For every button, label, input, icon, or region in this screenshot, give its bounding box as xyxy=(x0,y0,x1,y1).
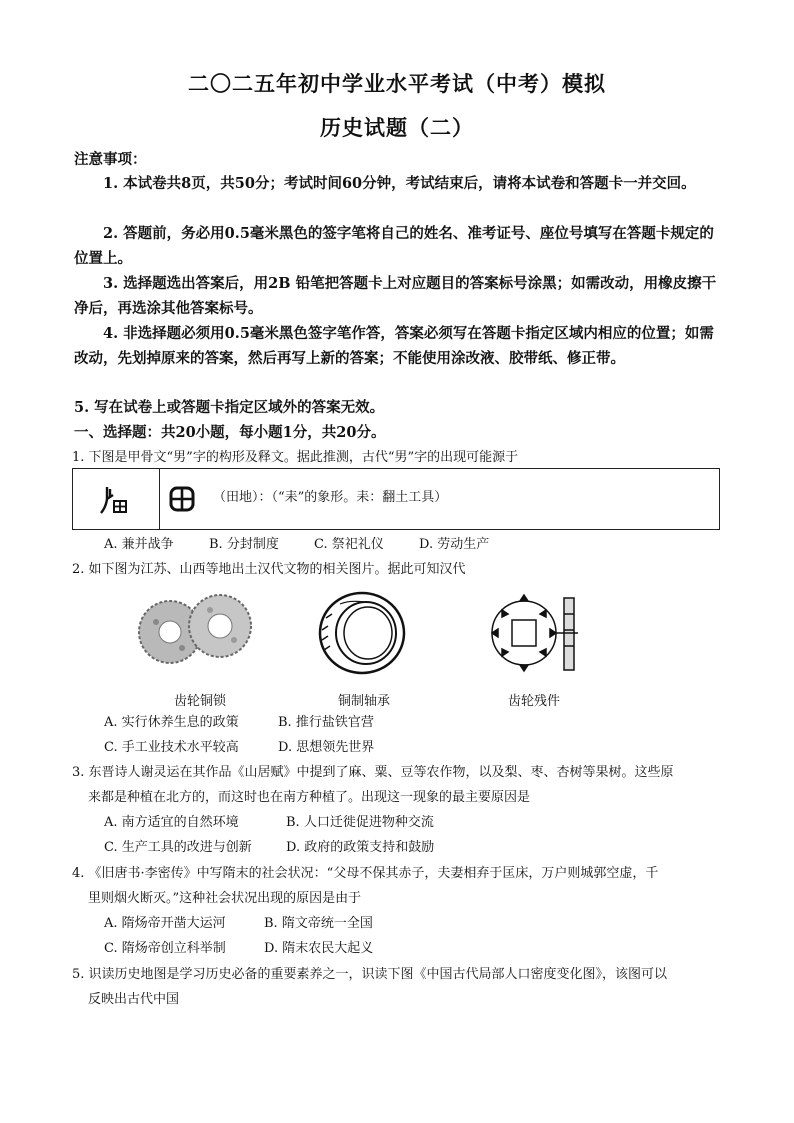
note-item-2: 2. 答题前，务必用0.5毫米黑色的签字笔将自己的姓名、准考证号、座位号填写在答题卡规定的位置上。 xyxy=(74,225,714,267)
question-2-option-d[interactable]: D. 思想领先世界 xyxy=(278,740,375,755)
question-5-stem-line-2: 反映出古代中国 xyxy=(88,992,180,1007)
question-2-stem: 2. 如下图为江苏、山西等地出土汉代文物的相关图片。据此可知汉代 xyxy=(72,562,466,577)
question-1-option-a[interactable]: A. 兼并战争 xyxy=(104,537,174,552)
question-2-option-a[interactable]: A. 实行休养生息的政策 xyxy=(104,715,239,730)
question-3-stem-line-2: 来都是种植在北方的，而这时也在南方种植了。出现这一现象的最主要原因是 xyxy=(88,790,531,805)
note-item-5: 5. 写在试卷上或答题卡指定区域外的答案无效。 xyxy=(74,399,385,416)
question-4-option-a[interactable]: A. 隋炀帝开凿大运河 xyxy=(104,916,226,931)
gear-lock-image xyxy=(134,592,256,668)
question-3-option-a[interactable]: A. 南方适宜的自然环境 xyxy=(104,815,239,830)
question-1-option-d[interactable]: D. 劳动生产 xyxy=(419,537,490,552)
question-3-option-b[interactable]: B. 人口迁徙促进物种交流 xyxy=(286,815,434,830)
question-3-stem-line-1: 3. 东晋诗人谢灵运在其作品《山居赋》中提到了麻、粟、豆等农作物，以及梨、枣、杏树等果树。这些原 xyxy=(72,765,674,780)
question-2-option-b[interactable]: B. 推行盐铁官营 xyxy=(278,715,374,730)
question-1-option-b[interactable]: B. 分封制度 xyxy=(209,537,279,552)
note-item-4: 4. 非选择题必须用0.5毫米黑色签字笔作答，答案必须写在答题卡指定区域内相应的位置；如需改动，先划掉原来的答案，然后再写上新的答案；不能使用涂改液、胶带纸、修正带。 xyxy=(74,325,714,367)
caption-gear-fragment: 齿轮残件 xyxy=(507,694,560,709)
question-4-stem-line-2: 里则烟火断灭。”这种社会状况出现的原因是由于 xyxy=(88,891,362,906)
question-1-table xyxy=(72,468,720,530)
question-4-option-c[interactable]: C. 隋炀帝创立科举制 xyxy=(104,941,226,956)
page-title: 二〇二五年初中学业水平考试（中考）模拟 xyxy=(188,71,606,96)
field-glyph-icon xyxy=(169,486,195,512)
notes-heading: 注意事项： xyxy=(74,151,147,168)
note-item-3: 3. 选择题选出答案后，用2B 铅笔把答题卡上对应题目的答案标号涂黑；如需改动，用橡皮擦干净后，再选涂其他答案标号。 xyxy=(74,275,717,317)
note-item-1: 1. 本试卷共8页，共50分；考试时间60分钟，考试结束后，请将本试卷和答题卡一并交回。 xyxy=(103,175,696,192)
caption-gear-lock: 齿轮铜锁 xyxy=(173,694,226,709)
question-3-option-d[interactable]: D. 政府的政策支持和鼓励 xyxy=(286,840,435,855)
question-1-stem: 1. 下图是甲骨文“男”字的构形及释文。据此推测，古代“男”字的出现可能源于 xyxy=(72,450,519,465)
question-4-option-b[interactable]: B. 隋文帝统一全国 xyxy=(264,916,373,931)
section-heading: 一、选择题：共20小题，每小题1分，共20分。 xyxy=(74,424,386,441)
page-subtitle: 历史试题（二） xyxy=(320,115,474,140)
caption-bearing: 铜制轴承 xyxy=(337,694,390,709)
question-4-option-d[interactable]: D. 隋末农民大起义 xyxy=(264,941,374,956)
question-2-option-c[interactable]: C. 手工业技术水平较高 xyxy=(104,740,239,755)
bearing-image xyxy=(314,590,410,676)
question-5-stem-line-1: 5. 识读历史地图是学习历史必备的重要素养之一，识读下图《中国古代局部人口密度变化图》，该图可以 xyxy=(72,967,668,982)
gear-fragment-image xyxy=(486,590,582,676)
question-3-option-c[interactable]: C. 生产工具的改进与创新 xyxy=(104,840,252,855)
question-1-option-c[interactable]: C. 祭祀礼仪 xyxy=(314,537,384,552)
oracle-bone-nan-icon xyxy=(97,485,133,515)
question-4-stem-line-1: 4. 《旧唐书·李密传》中写隋末的社会状况：“父母不保其赤子，夫妻相弃于匡床，万户则城郭空虚，千 xyxy=(72,866,659,881)
question-1-table-text: （田地）：（“耒”的象形。耒：翻土工具） xyxy=(213,490,448,505)
